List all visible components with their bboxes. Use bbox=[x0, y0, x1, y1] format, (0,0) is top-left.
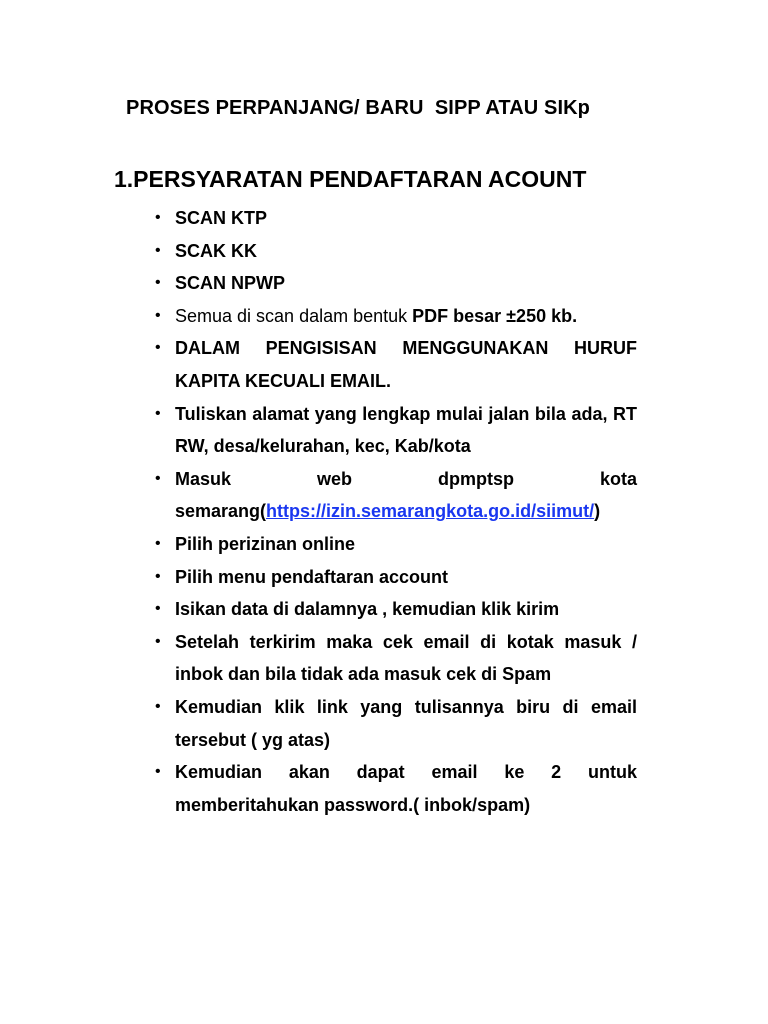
requirements-list bbox=[155, 202, 637, 821]
list-item-address bbox=[155, 398, 637, 463]
bullet-icon: • bbox=[155, 241, 161, 259]
list-item-scan-ktp bbox=[155, 202, 637, 235]
list-item-website bbox=[155, 463, 637, 528]
website-link[interactable]: https://izin.semarangkota.go.id/siimut/ bbox=[266, 501, 595, 522]
list-item-text: semarang( bbox=[175, 501, 267, 522]
bullet-icon: • bbox=[155, 697, 161, 715]
document-title: PROSES PERPANJANG/ BARU SIPP ATAU SIKp bbox=[126, 97, 590, 119]
list-item-fill-data bbox=[155, 593, 637, 626]
bullet-icon: • bbox=[155, 534, 161, 552]
bullet-icon: • bbox=[155, 763, 161, 781]
list-item-text: SCAK KK bbox=[175, 240, 258, 261]
list-item-check-email bbox=[155, 626, 637, 691]
bullet-icon: • bbox=[155, 567, 161, 585]
bullet-icon: • bbox=[155, 274, 161, 292]
list-item-scan-format bbox=[155, 300, 637, 333]
list-item-text: Tuliskan alamat yang lengkap mulai jalan bila ada, RT RW, desa/kelurahan, kec, Kab/kota bbox=[175, 403, 637, 457]
list-item-text: Isikan data di dalamnya , kemudian klik kirim bbox=[175, 599, 560, 620]
list-item-text: DALAM PENGISISAN MENGGUNAKAN HURUF KAPITA KECUALI EMAIL. bbox=[175, 338, 637, 391]
list-item-text: Masuk web dpmptsp kota bbox=[175, 468, 637, 489]
list-item-password-email bbox=[155, 756, 637, 821]
bullet-icon: • bbox=[155, 404, 161, 422]
list-item-registration-menu bbox=[155, 561, 637, 594]
list-item-text: Kemudian akan dapat email ke 2 untuk memberitahukan password.( inbok/spam) bbox=[175, 762, 637, 815]
bullet-icon: • bbox=[155, 209, 161, 226]
list-item-click-link bbox=[155, 691, 637, 756]
bullet-icon: • bbox=[155, 306, 161, 324]
list-item-text: SCAN KTP bbox=[175, 208, 268, 228]
list-item-text: Semua di scan dalam bentuk bbox=[175, 305, 413, 326]
list-item-scan-npwp bbox=[155, 267, 637, 300]
bullet-icon: • bbox=[155, 339, 161, 357]
list-item-text: Pilih menu pendaftaran account bbox=[175, 566, 449, 587]
list-item-text: ) bbox=[594, 501, 601, 522]
list-item-uppercase-rule bbox=[155, 332, 637, 397]
bullet-icon: • bbox=[155, 600, 161, 618]
section-heading: 1.PERSYARATAN PENDAFTARAN ACOUNT bbox=[114, 166, 587, 192]
list-item-text: Kemudian klik link yang tulisannya biru di email tersebut ( yg atas) bbox=[175, 696, 637, 750]
list-item-text: Setelah terkirim maka cek email di kotak masuk / inbok dan bila tidak ada masuk cek di Spam bbox=[175, 631, 637, 685]
list-item-emphasis: PDF besar ±250 kb. bbox=[412, 305, 578, 326]
bullet-icon: • bbox=[155, 632, 161, 650]
list-item-text: SCAN NPWP bbox=[175, 273, 286, 294]
list-item-online-permit bbox=[155, 528, 637, 561]
bullet-icon: • bbox=[155, 469, 161, 487]
list-item-text: Pilih perizinan online bbox=[175, 533, 356, 554]
list-item-scak-kk bbox=[155, 235, 637, 268]
